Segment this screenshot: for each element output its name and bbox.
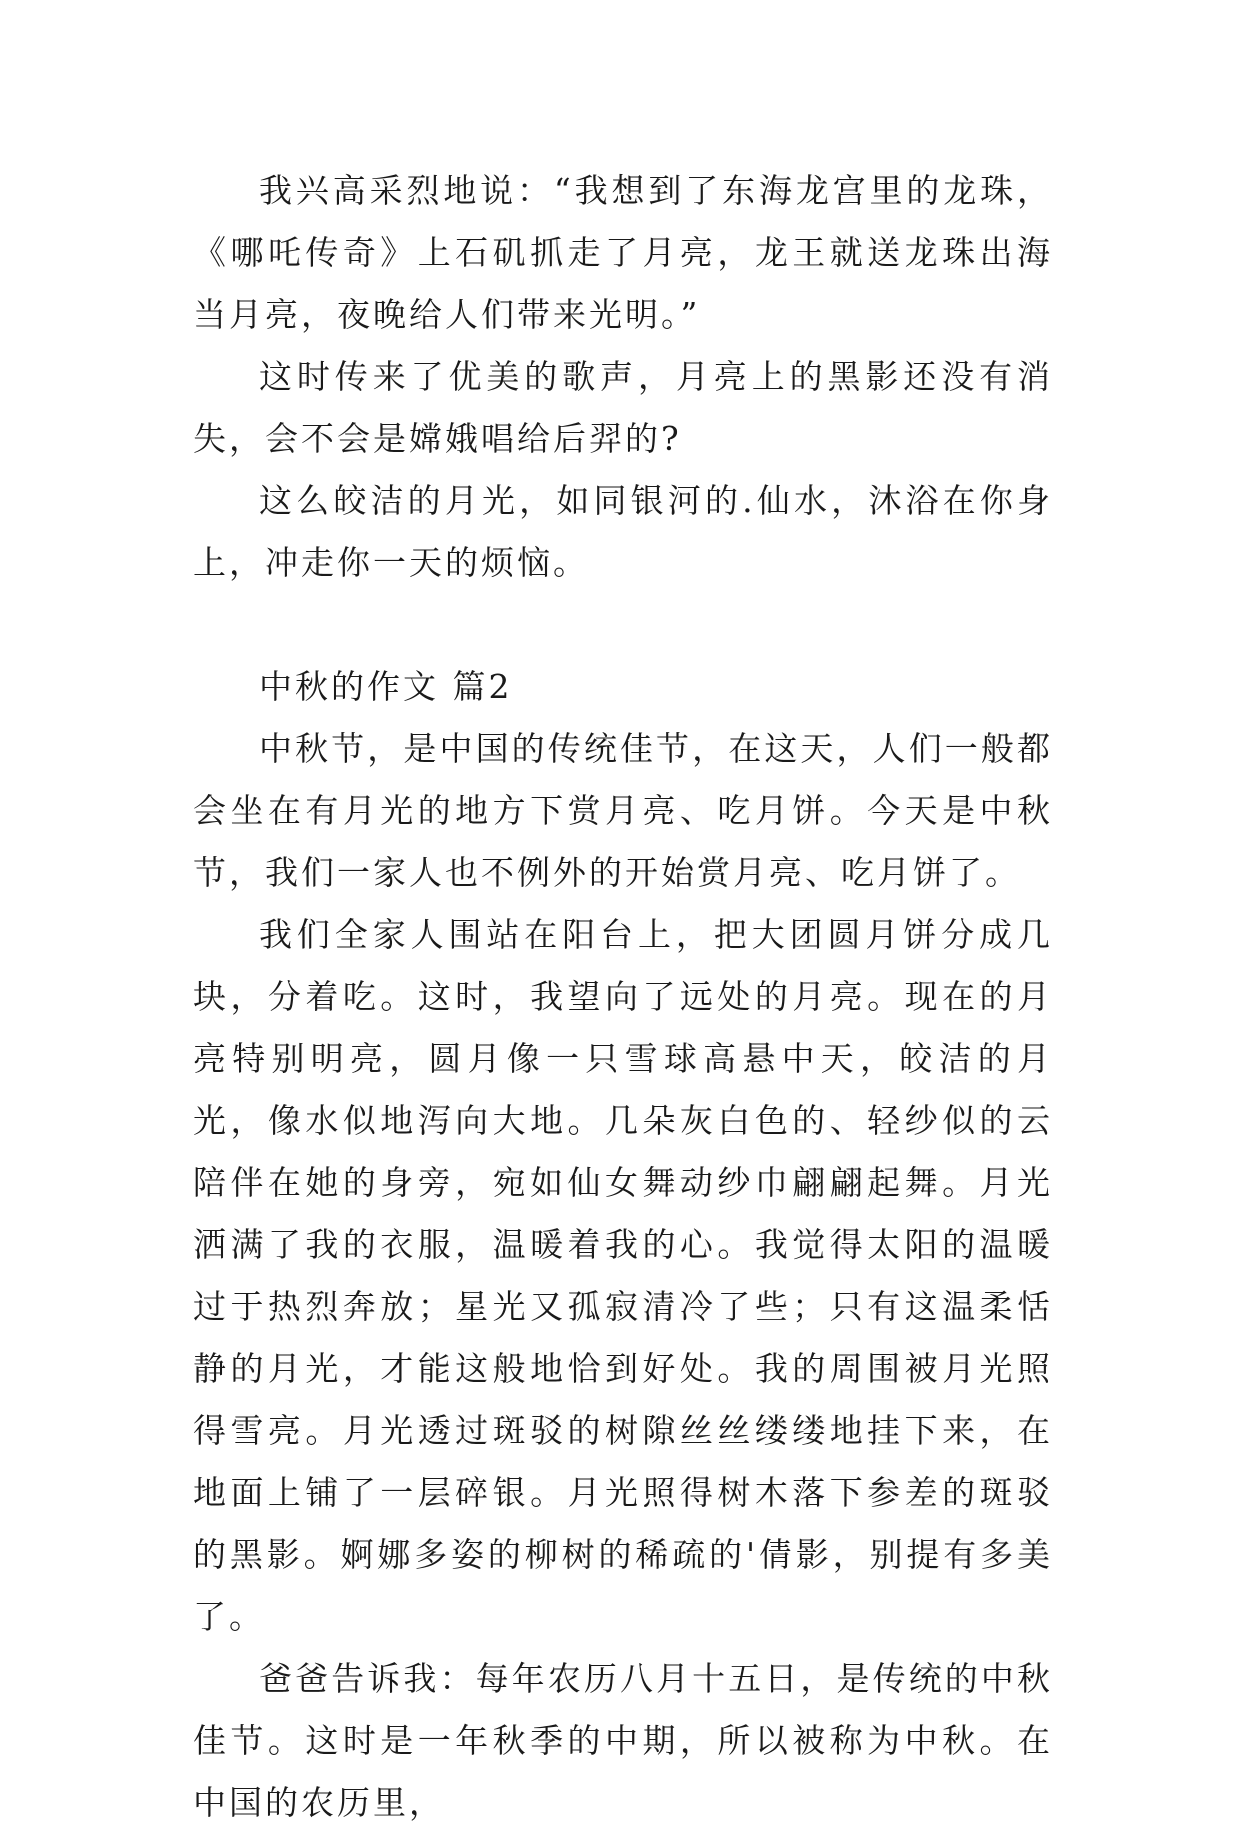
paragraph-balcony: 我们全家人围站在阳台上，把大团圆月饼分成几块，分着吃。这时，我望向了远处的月亮。现在的月亮特别明亮，圆月像一只雪球高悬中天，皎洁的月光，像水似地泻向大地。几朵灰白色的、轻纱似的云陪伴在她的身旁，宛如仙女舞动纱巾翩翩起舞。月光洒满了我的衣服，温暖着我的心。我觉得太阳的温暖过于热烈奔放；星光又孤寂清冷了些；只有这温柔恬静的月光，才能这般地恰到好处。我的周围被月光照得雪亮。月光透过斑驳的树隙丝丝缕缕地挂下来，在地面上铺了一层碎银。月光照得树木落下参差的斑驳的黑影。婀娜多姿的柳树的稀疏的'倩影，别提有多美了。 xyxy=(193,915,1053,1636)
section-gap xyxy=(193,594,1053,656)
paragraph-father: 爸爸告诉我：每年农历八月十五日，是传统的中秋佳节。这时是一年秋季的中期，所以被称为中秋。在中国的农历里， xyxy=(193,1659,1053,1822)
paragraph-moonlight: 这么皎洁的月光，如同银河的.仙水，沐浴在你身上，冲走你一天的烦恼。 xyxy=(193,481,1053,582)
document-body xyxy=(193,160,1053,1834)
section-title: 中秋的作文 篇2 xyxy=(259,667,513,706)
paragraph-song: 这时传来了优美的歌声，月亮上的黑影还没有消失，会不会是嫦娥唱给后羿的? xyxy=(193,357,1053,458)
paragraph-festival-intro: 中秋节，是中国的传统佳节，在这天，人们一般都会坐在有月光的地方下赏月亮、吃月饼。今天是中秋节，我们一家人也不例外的开始赏月亮、吃月饼了。 xyxy=(193,729,1053,892)
paragraph-dragon-pearl: 我兴高采烈地说：“我想到了东海龙宫里的龙珠，《哪吒传奇》上石矶抓走了月亮，龙王就送龙珠出海当月亮，夜晚给人们带来光明。” xyxy=(193,171,1053,334)
